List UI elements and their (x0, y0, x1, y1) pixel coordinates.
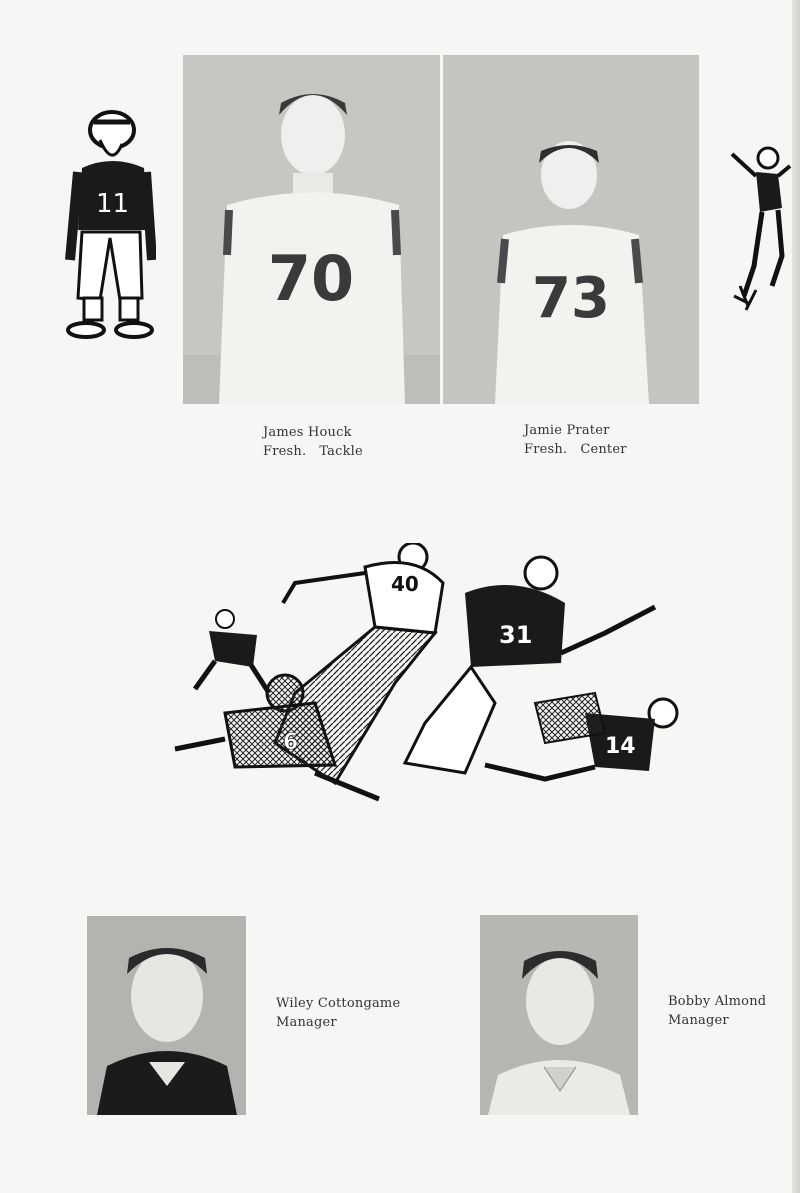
player-position: Tackle (319, 444, 363, 459)
player-class: Fresh. (524, 442, 568, 457)
manager-role: Manager (276, 1015, 337, 1030)
illustration-jersey-number: 31 (499, 621, 533, 649)
jersey-number: 70 (267, 242, 355, 315)
manager-role: Manager (668, 1013, 729, 1028)
player-caption (263, 423, 363, 461)
player-position: Center (580, 442, 627, 457)
player-class-position (263, 442, 363, 461)
leaping-player-cartoon-icon (726, 146, 796, 314)
manager-caption (668, 992, 766, 1030)
player-class: Fresh. (263, 444, 307, 459)
player-name: James Houck (263, 425, 352, 440)
player-class-position (524, 440, 627, 459)
football-player-cartoon-icon (64, 110, 156, 342)
tackle-pileup-illustration (165, 543, 680, 805)
manager-photo (87, 916, 246, 1115)
player-name: Jamie Prater (524, 423, 610, 438)
player-photo (443, 55, 699, 404)
manager-photo (480, 915, 638, 1115)
illustration-jersey-number: 14 (605, 734, 636, 759)
jersey-number: 73 (532, 266, 610, 331)
player-photo (183, 55, 440, 404)
manager-caption (276, 994, 400, 1032)
manager-name: Bobby Almond (668, 994, 767, 1009)
svg-text:11: 11 (96, 189, 130, 219)
manager-name: Wiley Cottongame (276, 996, 401, 1011)
player-caption (524, 421, 627, 459)
illustration-jersey-number: 40 (391, 572, 419, 596)
illustration-jersey-number: 6 (283, 730, 299, 755)
